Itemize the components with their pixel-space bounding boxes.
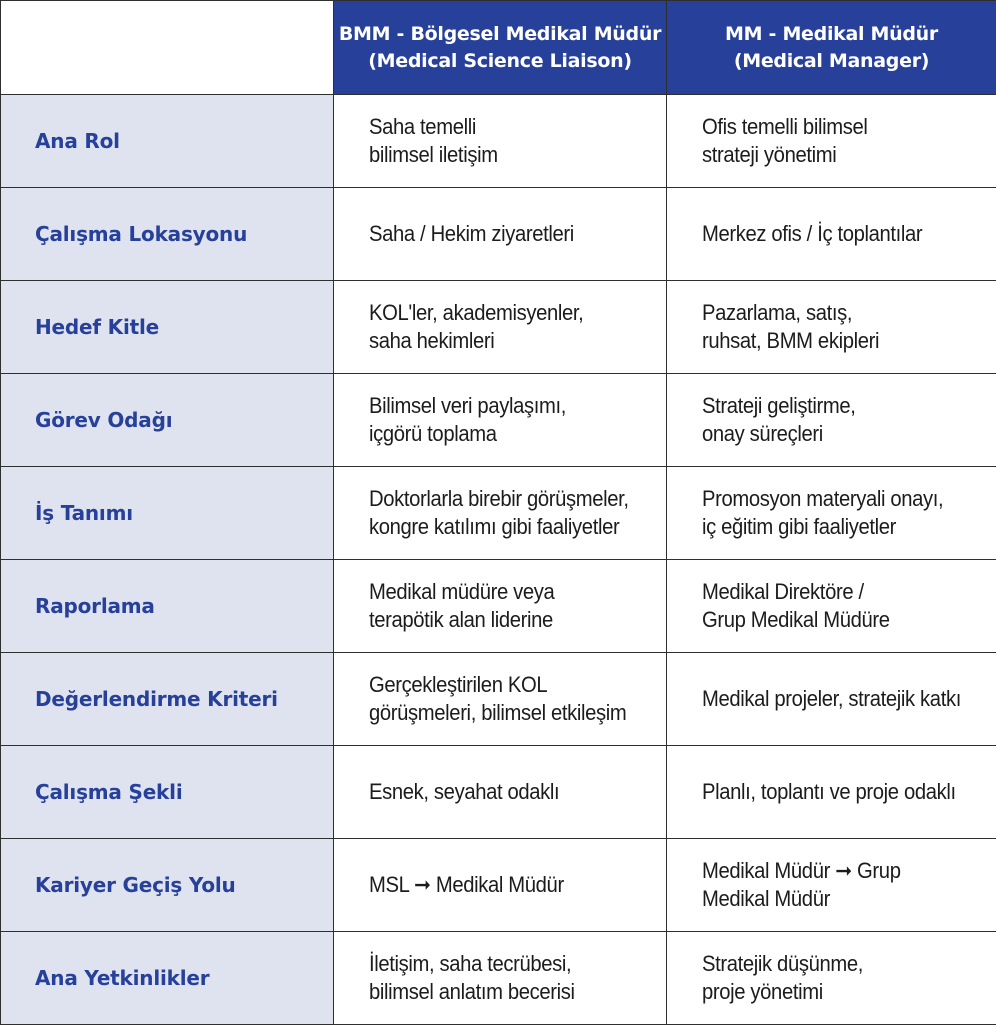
bmm-cell-line: KOL'ler, akademisyenler, [369, 299, 642, 327]
mm-cell [667, 188, 996, 281]
table-row [1, 374, 996, 467]
row-label: Çalışma Şekli [1, 746, 334, 839]
mm-cell-line: Planlı, toplantı ve proje odaklı [702, 778, 972, 806]
bmm-cell-line: terapötik alan liderine [369, 606, 642, 634]
table-row [1, 95, 996, 188]
mm-cell-line: Grup Medikal Müdüre [702, 606, 972, 634]
mm-cell [667, 467, 996, 560]
bmm-cell [334, 653, 667, 746]
mm-cell [667, 281, 996, 374]
row-label: Ana Yetkinlikler [1, 932, 334, 1025]
mm-cell [667, 374, 996, 467]
bmm-cell [334, 467, 667, 560]
mm-cell-line: Ofis temelli bilimsel [702, 113, 972, 141]
header-row [1, 1, 996, 95]
mm-cell-line: Medikal Direktöre / [702, 578, 972, 606]
bmm-cell-line: Saha temelli [369, 113, 642, 141]
mm-cell-line: Merkez ofis / İç toplantılar [702, 220, 972, 248]
table-row [1, 746, 996, 839]
mm-cell [667, 560, 996, 653]
mm-cell [667, 653, 996, 746]
table-row [1, 653, 996, 746]
mm-cell-line: Medikal projeler, stratejik katkı [702, 685, 972, 713]
mm-cell [667, 95, 996, 188]
header-mm [667, 1, 996, 95]
row-label: Ana Rol [1, 95, 334, 188]
table-row [1, 467, 996, 560]
bmm-cell-line: Gerçekleştirilen KOL [369, 671, 642, 699]
header-mm-title: MM - Medikal Müdür [667, 21, 996, 48]
row-label: Kariyer Geçiş Yolu [1, 839, 334, 932]
bmm-cell-line: Doktorlarla birebir görüşmeler, [369, 485, 642, 513]
bmm-cell-line: bilimsel anlatım becerisi [369, 978, 642, 1006]
bmm-cell-line: saha hekimleri [369, 327, 642, 355]
table-row [1, 932, 996, 1025]
mm-cell-line: Pazarlama, satış, [702, 299, 972, 327]
mm-cell-line: strateji yönetimi [702, 141, 972, 169]
bmm-cell [334, 281, 667, 374]
bmm-cell [334, 560, 667, 653]
row-label: Çalışma Lokasyonu [1, 188, 334, 281]
bmm-cell-line: görüşmeleri, bilimsel etkileşim [369, 699, 642, 727]
mm-cell-line: Medikal Müdür ➞ Grup [702, 857, 972, 885]
bmm-cell [334, 188, 667, 281]
bmm-cell [334, 932, 667, 1025]
header-bmm [334, 1, 667, 95]
mm-cell [667, 932, 996, 1025]
header-bmm-title: BMM - Bölgesel Medikal Müdür [334, 21, 666, 48]
bmm-cell-line: içgörü toplama [369, 420, 642, 448]
mm-cell-line: proje yönetimi [702, 978, 972, 1006]
bmm-cell-line: bilimsel iletişim [369, 141, 642, 169]
bmm-cell [334, 95, 667, 188]
bmm-cell-line: Saha / Hekim ziyaretleri [369, 220, 642, 248]
row-label: Hedef Kitle [1, 281, 334, 374]
table-row [1, 188, 996, 281]
mm-cell-line: onay süreçleri [702, 420, 972, 448]
bmm-cell [334, 839, 667, 932]
table-row [1, 560, 996, 653]
row-label: Raporlama [1, 560, 334, 653]
row-label: İş Tanımı [1, 467, 334, 560]
bmm-cell-line: Bilimsel veri paylaşımı, [369, 392, 642, 420]
bmm-cell-line: İletişim, saha tecrübesi, [369, 950, 642, 978]
bmm-cell [334, 746, 667, 839]
row-label: Değerlendirme Kriteri [1, 653, 334, 746]
header-mm-subtitle: (Medical Manager) [667, 48, 996, 75]
mm-cell-line: Strateji geliştirme, [702, 392, 972, 420]
mm-cell-line: iç eğitim gibi faaliyetler [702, 513, 972, 541]
header-corner-cell [1, 1, 334, 95]
bmm-cell-line: kongre katılımı gibi faaliyetler [369, 513, 642, 541]
bmm-cell [334, 374, 667, 467]
mm-cell-line: Stratejik düşünme, [702, 950, 972, 978]
table-row [1, 281, 996, 374]
mm-cell-line: Medikal Müdür [702, 885, 972, 913]
table-row [1, 839, 996, 932]
mm-cell-line: ruhsat, BMM ekipleri [702, 327, 972, 355]
mm-cell [667, 839, 996, 932]
bmm-cell-line: Esnek, seyahat odaklı [369, 778, 642, 806]
row-label: Görev Odağı [1, 374, 334, 467]
header-bmm-subtitle: (Medical Science Liaison) [334, 48, 666, 75]
bmm-cell-line: Medikal müdüre veya [369, 578, 642, 606]
mm-cell-line: Promosyon materyali onayı, [702, 485, 972, 513]
bmm-cell-line: MSL ➞ Medikal Müdür [369, 871, 642, 899]
mm-cell [667, 746, 996, 839]
